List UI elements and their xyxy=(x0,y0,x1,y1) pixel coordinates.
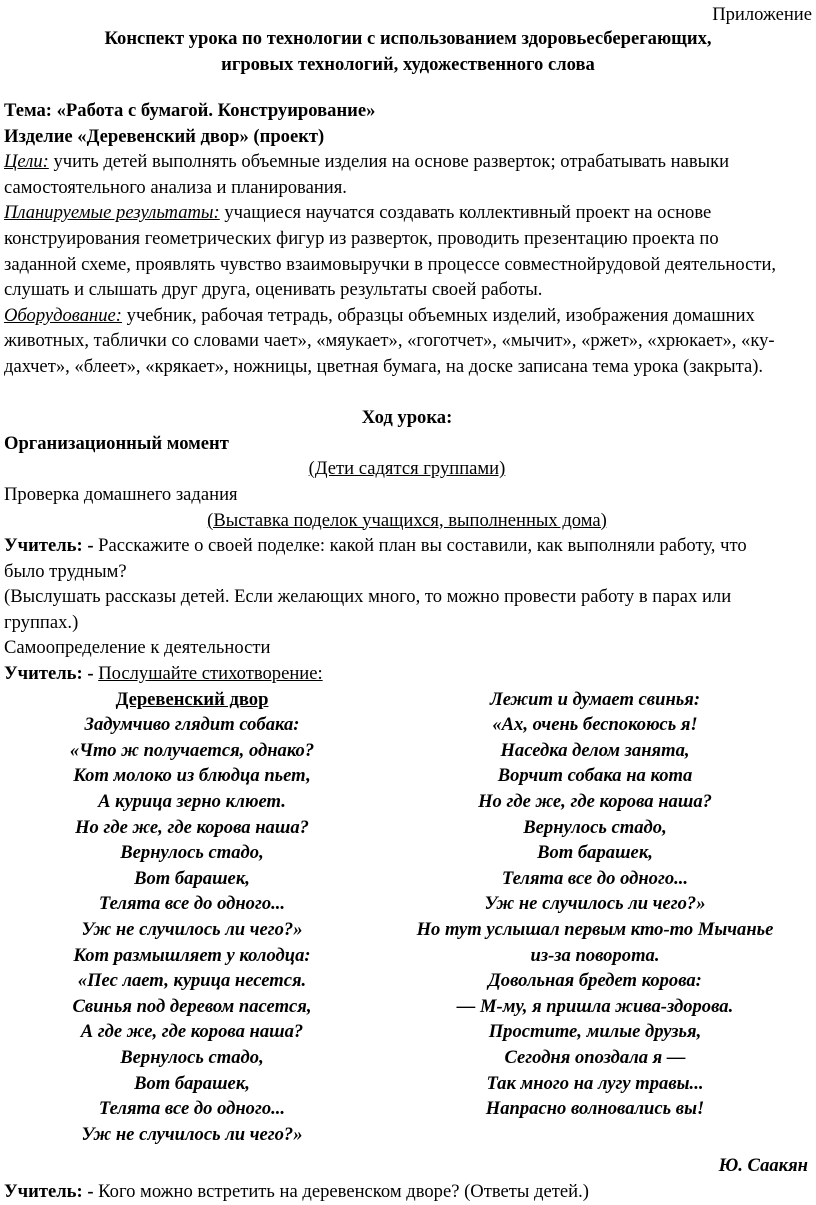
results-text-2: конструирования геометрических фигур из разверток, проводить презентацию проекта по xyxy=(4,227,719,249)
teacher-question-1-cont: было трудным? xyxy=(4,560,127,582)
goals-text-2: самостоятельного анализа и планирования. xyxy=(4,176,347,198)
results-text-1: учащиеся научатся создавать коллективный проект на основе xyxy=(219,202,712,224)
poem-line: Уж не случилось ли чего?» xyxy=(81,919,303,940)
kids-sit-note: (Дети садятся группами) xyxy=(308,458,506,480)
product: Изделие «Деревенский двор» (проект) xyxy=(4,125,325,147)
poem-right-column xyxy=(380,687,810,1148)
equipment-text-3: дахчет», «блеет», «крякает», ножницы, цветная бумага, на доске записана тема урока (закрыта). xyxy=(4,355,764,377)
poem-line: Ворчит собака на кота xyxy=(497,765,693,787)
equipment-text-2: животных, таблички со словами чает», «мяукает», «гоготчет», «мычит», «ржет», «хрюкает», «ку- xyxy=(4,330,775,352)
poem-line: Сегодня опоздала я — xyxy=(504,1046,686,1068)
equipment-label: Оборудование: xyxy=(4,304,122,326)
poem-line: Вернулось стадо, xyxy=(120,1046,264,1068)
poem-line: Свинья под деревом пасется, xyxy=(72,995,312,1017)
lesson-heading: Ход урока: xyxy=(361,407,453,429)
poem-line: Так много на лугу травы... xyxy=(486,1072,704,1094)
appendix-label: Приложение xyxy=(712,4,812,25)
poem-line: Кот размышляет у колодца: xyxy=(73,944,311,966)
equipment-text-1: учебник, рабочая тетрадь, образцы объемных изделий, изображения домашних xyxy=(122,304,755,326)
results-text-4: слушать и слышать друг друга, оценивать результаты своей работы. xyxy=(4,279,543,301)
poem-line: Вернулось стадо, xyxy=(523,816,667,838)
poem-line: Но где же, где корова наша? xyxy=(478,791,712,813)
poem-line: Уж не случилось ли чего?» xyxy=(484,893,706,915)
poem-line: А где же, где корова наша? xyxy=(80,1021,304,1043)
poem-line: «Что ж получается, однако? xyxy=(69,739,315,761)
poem-line: Но где же, где корова наша? xyxy=(75,816,309,838)
poem-line: Вот барашек, xyxy=(134,1072,250,1094)
title-line-1: Конспект урока по технологии с использованием здоровьесберегающих, xyxy=(104,28,712,49)
goals-label: Цели: xyxy=(4,151,49,173)
document-body xyxy=(4,98,810,1205)
goals-paragraph xyxy=(4,149,810,200)
teacher-label: Учитель: - xyxy=(4,535,94,557)
teacher-label: Учитель: - xyxy=(4,663,94,685)
poem-line: Телята все до одного... xyxy=(98,893,286,915)
poem-line: Наседка делом занята, xyxy=(500,739,690,761)
poem-line: Вот барашек, xyxy=(134,867,250,889)
poem-line: Телята все до одного... xyxy=(501,867,689,889)
self-determination-heading: Самоопределение к деятельности xyxy=(4,637,271,659)
teacher-question-1: Расскажите о своей поделке: какой план вы составили, как выполняли работу, что xyxy=(93,535,747,557)
poem-line: Лежит и думает свинья: xyxy=(489,688,701,710)
org-moment-heading: Организационный момент xyxy=(4,432,229,454)
poem-line: «Пес лает, курица несется. xyxy=(77,970,307,992)
poem-line: Довольная бредет корова: xyxy=(488,970,702,992)
poem-line: А курица зерно клюет. xyxy=(98,791,286,813)
poem-line: Телята все до одного... xyxy=(98,1098,286,1120)
homework-check-heading: Проверка домашнего задания xyxy=(4,483,238,505)
poem-line: Напрасно волновались вы! xyxy=(485,1098,705,1120)
poem-line: Уж не случилось ли чего?» xyxy=(81,1123,303,1145)
poem-line: из-за поворота. xyxy=(530,944,660,966)
poem-intro: Послушайте стихотворение: xyxy=(98,663,323,685)
poem-line: Кот молоко из блюдца пьет, xyxy=(73,765,311,787)
poem xyxy=(4,687,810,1148)
poem-author: Ю. Саакян xyxy=(718,1155,808,1177)
equipment-paragraph xyxy=(4,303,810,380)
results-text-3: заданной схеме, проявлять чувство взаимовыручки в процессе совместнойрудовой деятельности, xyxy=(4,253,777,275)
poem-line: Задумчиво глядит собака: xyxy=(84,714,300,736)
poem-line: Вернулось стадо, xyxy=(120,842,264,864)
teacher-label: Учитель: - xyxy=(4,1180,94,1202)
listen-note-2: группах.) xyxy=(4,611,79,633)
document-title xyxy=(0,26,816,77)
poem-line: Но тут услышал первым кто-то Мычанье xyxy=(416,919,774,940)
poem-title: Деревенский двор xyxy=(115,688,269,710)
goals-text-1: учить детей выполнять объемные изделия на основе разверток; отрабатывать навыки xyxy=(48,151,730,173)
results-paragraph xyxy=(4,200,810,302)
title-line-2: игровых технологий, художественного слова xyxy=(221,53,595,75)
poem-line: Простите, милые друзья, xyxy=(488,1021,702,1043)
results-label: Планируемые результаты: xyxy=(4,202,220,224)
poem-line: — М-му, я пришла жива-здорова. xyxy=(456,995,734,1017)
teacher-question-2: Кого можно встретить на деревенском дворе? (Ответы детей.) xyxy=(93,1180,589,1202)
poem-line: «Ах, очень беспокоюсь я! xyxy=(492,714,698,736)
poem-left-column xyxy=(4,687,380,1148)
poem-line: Вот барашек, xyxy=(537,842,653,864)
topic: Тема: «Работа с бумагой. Конструирование» xyxy=(4,100,376,121)
listen-note-1: (Выслушать рассказы детей. Если желающих много, то можно провести работу в парах или xyxy=(4,586,732,608)
exhibition-note: (Выставка поделок учащихся, выполненных дома) xyxy=(207,509,607,531)
